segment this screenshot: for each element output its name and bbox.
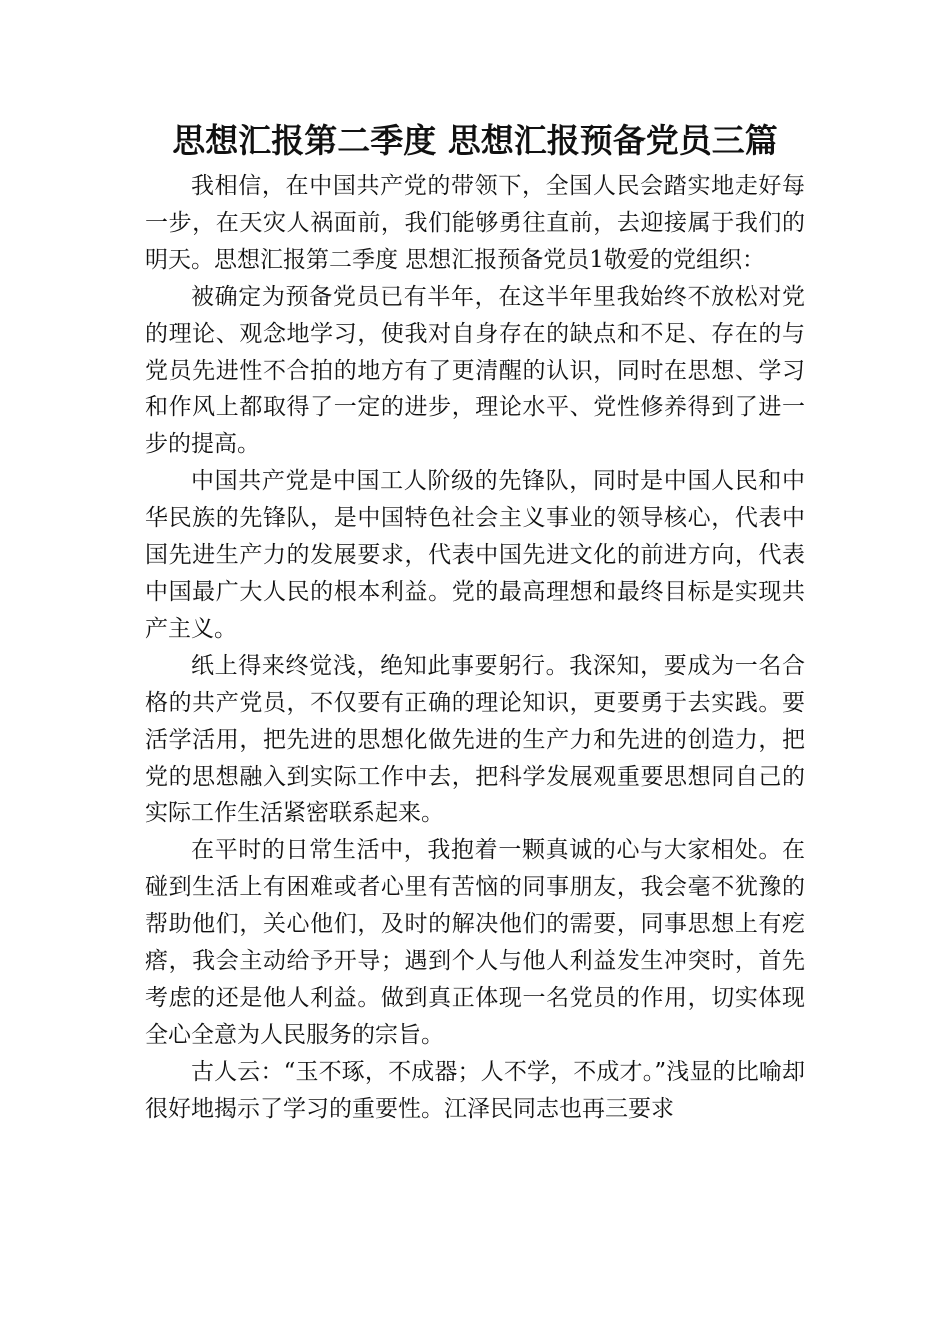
paragraph: 我相信，在中国共产党的带领下，全国人民会踏实地走好每一步，在天灾人祸面前，我们能够勇往直前，去迎接属于我们的明天。思想汇报第二季度 思想汇报预备党员1敬爱的党组织： xyxy=(145,173,805,273)
paragraph: 在平时的日常生活中，我抱着一颗真诚的心与大家相处。在碰到生活上有困难或者心里有苦恼的同事朋友，我会毫不犹豫的帮助他们，关心他们，及时的解决他们的需要，同事思想上有疙瘩，我会主动给予开导；遇到个人与他人利益发生冲突时，首先考虑的还是他人利益。做到真正体现一名党员的作用，切实体现全心全意为人民服务的宗旨。 xyxy=(145,837,805,1048)
document-body xyxy=(145,168,805,1128)
paragraph: 古人云：“玉不琢，不成器；人不学，不成才。”浅显的比喻却很好地揭示了学习的重要性。江泽民同志也再三要求 xyxy=(145,1058,805,1122)
paragraph: 被确定为预备党员已有半年，在这半年里我始终不放松对党的理论、观念地学习，使我对自身存在的缺点和不足、存在的与党员先进性不合拍的地方有了更清醒的认识，同时在思想、学习和作风上都取得了一定的进步，理论水平、党性修养得到了进一步的提高。 xyxy=(145,283,805,458)
paragraph: 中国共产党是中国工人阶级的先锋队，同时是中国人民和中华民族的先锋队，是中国特色社会主义事业的领导核心，代表中国先进生产力的发展要求，代表中国先进文化的前进方向，代表中国最广大人民的根本利益。党的最高理想和最终目标是实现共产主义。 xyxy=(145,468,805,642)
paragraph: 纸上得来终觉浅，绝知此事要躬行。我深知，要成为一名合格的共产党员，不仅要有正确的理论知识，更要勇于去实践。要活学活用，把先进的思想化做先进的生产力和先进的创造力，把党的思想融入到实际工作中去，把科学发展观重要思想同自己的实际工作生活紧密联系起来。 xyxy=(145,652,805,827)
document-title: 思想汇报第二季度 思想汇报预备党员三篇 xyxy=(172,121,778,160)
